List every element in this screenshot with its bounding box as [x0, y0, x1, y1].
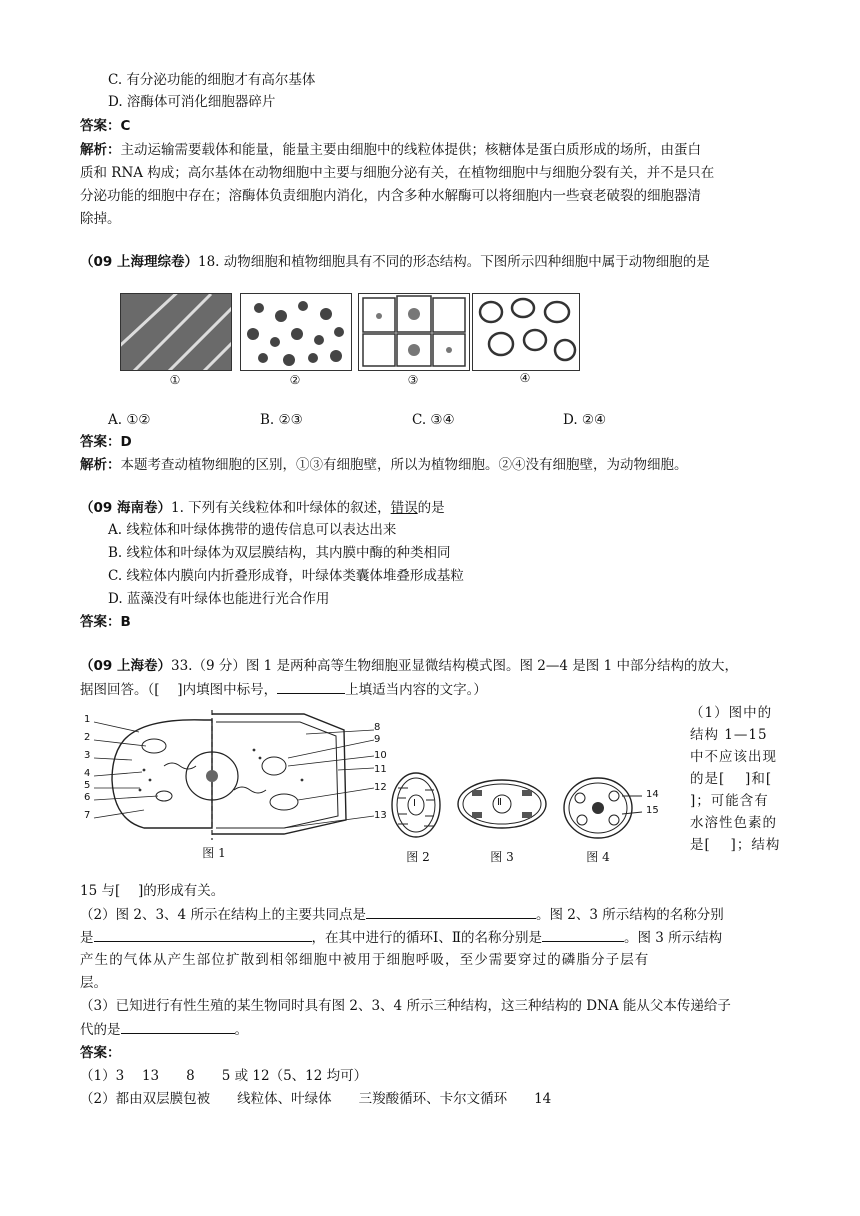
- q18-answer: 答案：D: [80, 434, 132, 450]
- fig1-label: 3: [84, 750, 91, 761]
- blank: [366, 904, 536, 919]
- q18-stem: （09 上海理综卷）18. 动物细胞和植物细胞具有不同的形态结构。下图所示四种细胞中属于动物细胞的是: [80, 254, 710, 270]
- fig3-caption: 图 3: [490, 850, 514, 864]
- fig4-label: 15: [646, 805, 659, 816]
- fig1-label: 13: [374, 810, 387, 821]
- micrograph-4: [472, 293, 580, 371]
- fig1-label: 10: [374, 750, 387, 761]
- q18-option-c: C. ③④: [412, 412, 455, 428]
- fig1-label: 11: [374, 764, 387, 775]
- fig1-label: 1: [84, 714, 91, 725]
- micrograph-2: [240, 293, 352, 371]
- fig-label-2: ②: [289, 373, 301, 387]
- analysis-line-1: 解析：主动运输需要载体和能量，能量主要由细胞中的线粒体提供；核糖体是蛋白质形成的场所，由蛋白: [80, 142, 701, 158]
- q33-stem-1: （09 上海卷）33.（9 分）图 1 是两种高等生物细胞亚显微结构模式图。图 2—4 是图 1 中部分结构的放大，: [80, 658, 738, 674]
- fig1-label: 5: [84, 780, 91, 791]
- micrograph-1: [120, 293, 232, 371]
- option-c: C. 有分泌功能的细胞才有高尔基体: [108, 72, 316, 88]
- q33-part1-tail: 15 与[ ]的形成有关。: [80, 883, 225, 899]
- q33-answer-label: 答案：: [80, 1045, 121, 1061]
- fig1-label: 12: [374, 782, 387, 793]
- q18-analysis: 解析：本题考查动植物细胞的区别，①③有细胞壁，所以为植物细胞。②④没有细胞壁，为动物细胞。: [80, 457, 688, 473]
- fig1-label: 9: [374, 734, 381, 745]
- q18-option-b: B. ②③: [260, 412, 303, 428]
- fig3-label: Ⅱ: [497, 797, 502, 808]
- q1-answer: 答案：B: [80, 614, 131, 630]
- fig-label-4: ④: [519, 371, 531, 385]
- q33-part2-line1: （2）图 2、3、4 所示在结构上的主要共同点是 。图 2、3 所示结构的名称分别: [80, 904, 724, 925]
- fig4-caption: 图 4: [586, 850, 610, 864]
- figure-4-nucleus: [560, 774, 670, 844]
- micrograph-3: [358, 293, 470, 371]
- answer-line: 答案：C: [80, 118, 131, 134]
- option-d: D. 溶酶体可消化细胞器碎片: [108, 94, 276, 110]
- q18-option-d: D. ②④: [563, 412, 607, 428]
- q33-part3-line2: 代的是 。: [80, 1019, 248, 1040]
- figure-2-mitochondrion: [388, 770, 444, 840]
- q33-answer-1: （1）3 13 8 5 或 12（5、12 均可）: [80, 1068, 368, 1084]
- q1-option-d: D. 蓝藻没有叶绿体也能进行光合作用: [108, 591, 330, 607]
- fig1-label: 2: [84, 732, 91, 743]
- q33-part2-line3: 产生的气体从产生部位扩散到相邻细胞中被用于细胞呼吸，至少需要穿过的磷脂分子层有: [80, 952, 650, 968]
- blank: [94, 927, 312, 942]
- figure-1-cell-diagram: [84, 710, 387, 840]
- figure-3-chloroplast: [456, 778, 548, 830]
- q33-part1-side-text: （1）图中的结构 1—15 中不应该出现的是[ ]和[ ]；可能含有水溶性色素的是[ ]；结构: [690, 705, 792, 853]
- fig1-label: 4: [84, 768, 91, 779]
- fig1-label: 6: [84, 792, 91, 803]
- q33-stem-2: 据图回答。（[ ]内填图中标号， 上填适当内容的文字。）: [80, 679, 487, 700]
- fig1-caption: 图 1: [202, 846, 226, 860]
- q1-option-a: A. 线粒体和叶绿体携带的遗传信息可以表达出来: [108, 522, 397, 538]
- blank: [542, 927, 624, 942]
- q18-option-a: A. ①②: [108, 412, 151, 428]
- blank: [277, 679, 345, 694]
- q1-stem: （09 海南卷）1. 下列有关线粒体和叶绿体的叙述，错误的是: [80, 500, 445, 516]
- fig-label-1: ①: [169, 373, 181, 387]
- q1-option-b: B. 线粒体和叶绿体为双层膜结构，其内膜中酶的种类相同: [108, 545, 451, 561]
- fig2-caption: 图 2: [406, 850, 430, 864]
- analysis-line-2: 质和 RNA 构成；高尔基体在动物细胞中主要与细胞分泌有关，在植物细胞中与细胞分裂有关，并不是只在: [80, 165, 715, 181]
- fig1-label: 8: [374, 722, 381, 733]
- fig4-label: 14: [646, 789, 659, 800]
- analysis-line-3: 分泌功能的细胞中存在；溶酶体负责细胞内消化，内含多种水解酶可以将细胞内一些衰老破裂的细胞器清: [80, 188, 701, 204]
- q33-part2-line4: 层。: [80, 975, 107, 991]
- q33-answer-2: （2）都由双层膜包被 线粒体、叶绿体 三羧酸循环、卡尔文循环 14: [80, 1091, 552, 1107]
- blank: [121, 1019, 235, 1034]
- analysis-line-4: 除掉。: [80, 211, 121, 227]
- fig1-label: 7: [84, 810, 91, 821]
- q33-part3-line1: （3）已知进行有性生殖的某生物同时具有图 2、3、4 所示三种结构，这三种结构的 DNA 能从父本传递给子: [80, 998, 731, 1014]
- q1-option-c: C. 线粒体内膜向内折叠形成脊，叶绿体类囊体堆叠形成基粒: [108, 568, 464, 584]
- fig2-label: Ⅰ: [413, 798, 416, 809]
- q33-part2-line2: 是 ，在其中进行的循环Ⅰ、Ⅱ的名称分别是 。图 3 所示结构: [80, 927, 722, 948]
- fig-label-3: ③: [407, 373, 419, 387]
